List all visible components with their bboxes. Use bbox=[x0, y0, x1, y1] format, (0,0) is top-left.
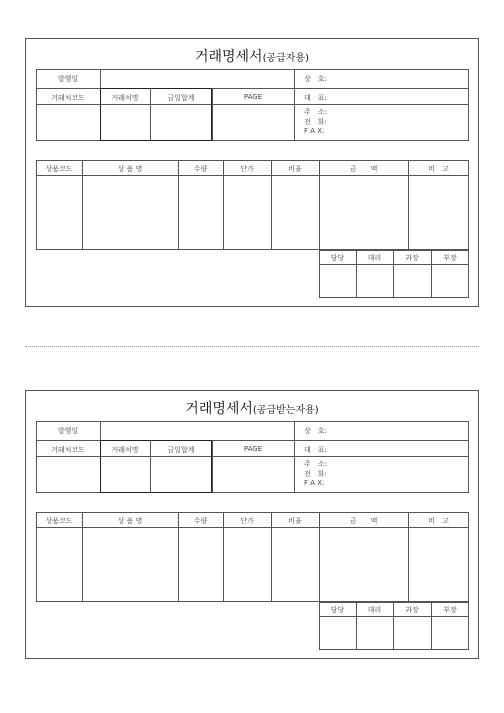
address-label: 주 소: bbox=[304, 460, 327, 468]
approval-assistant-manager: 대리 bbox=[367, 254, 382, 262]
col-unit-price: 단가 bbox=[240, 517, 254, 525]
form-title: 거래명세서(공급자용) bbox=[194, 49, 310, 65]
client-code-label: 거래처코드 bbox=[51, 446, 85, 454]
total-amount-label: 금일합계 bbox=[167, 94, 195, 102]
col-unit-price: 단가 bbox=[240, 165, 254, 173]
approval-section-chief: 과장 bbox=[405, 606, 419, 614]
col-remarks: 비 고 bbox=[428, 165, 449, 173]
form-title: 거래명세서(공급받는자용) bbox=[185, 401, 319, 417]
col-amount: 금 액 bbox=[349, 517, 378, 525]
approval-assistant-manager: 대리 bbox=[367, 606, 382, 614]
phone-label: 전 화: bbox=[304, 118, 327, 126]
page-label: PAGE bbox=[243, 93, 263, 101]
ceo-label: 대 표: bbox=[304, 94, 327, 102]
fax-label: F A X: bbox=[304, 479, 325, 487]
page-label: PAGE bbox=[243, 445, 263, 453]
cut-line bbox=[25, 346, 479, 347]
address-label: 주 소: bbox=[304, 108, 327, 116]
col-amount: 금 액 bbox=[349, 165, 378, 173]
col-product-code: 상품코드 bbox=[45, 517, 73, 525]
company-label: 상 호: bbox=[304, 427, 327, 435]
phone-label: 전 화: bbox=[304, 470, 327, 478]
col-quantity: 수량 bbox=[193, 165, 208, 173]
company-label: 상 호: bbox=[304, 75, 327, 83]
client-name-label: 거래처명 bbox=[111, 94, 139, 102]
approval-section-chief: 과장 bbox=[405, 254, 419, 262]
client-name-label: 거래처명 bbox=[111, 446, 139, 454]
approval-staff: 담당 bbox=[330, 606, 345, 614]
client-code-label: 거래처코드 bbox=[51, 94, 85, 102]
fax-label: F A X: bbox=[304, 127, 325, 135]
col-product-code: 상품코드 bbox=[45, 165, 73, 173]
col-product-name: 상 품 명 bbox=[117, 517, 143, 525]
col-product-name: 상 품 명 bbox=[117, 165, 143, 173]
ceo-label: 대 표: bbox=[304, 446, 327, 454]
issue-date-label: 발행일 bbox=[57, 75, 79, 83]
issue-date-label: 발행일 bbox=[57, 427, 79, 435]
approval-department-head: 부장 bbox=[443, 606, 457, 614]
col-ratio: 비율 bbox=[288, 165, 302, 173]
invoice-form-supplier bbox=[25, 38, 479, 307]
approval-department-head: 부장 bbox=[443, 254, 457, 262]
col-ratio: 비율 bbox=[288, 517, 302, 525]
issue-date-field[interactable] bbox=[101, 70, 293, 87]
col-remarks: 비 고 bbox=[428, 517, 449, 525]
approval-staff: 담당 bbox=[330, 254, 345, 262]
invoice-form-recipient bbox=[25, 390, 479, 659]
issue-date-field[interactable] bbox=[101, 422, 293, 439]
col-quantity: 수량 bbox=[193, 517, 208, 525]
total-amount-label: 금일합계 bbox=[167, 446, 195, 454]
